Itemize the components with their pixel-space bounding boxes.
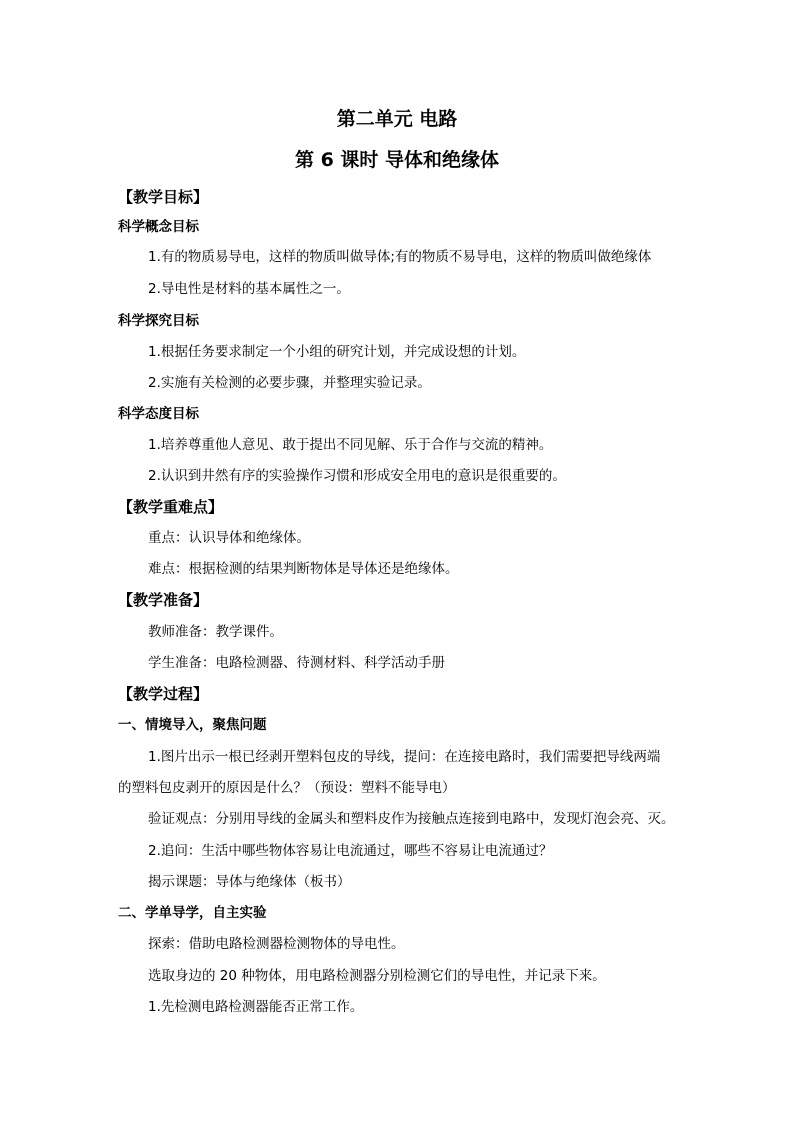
- subheading-attitude: 科学态度目标: [118, 406, 199, 422]
- paragraph: 揭示课题：导体与绝缘体（板书）: [148, 874, 351, 890]
- paragraph: 2.实施有关检测的必要步骤，并整理实验记录。: [148, 375, 431, 391]
- page-title: 第二单元 电路: [336, 108, 458, 130]
- paragraph: 2.导电性是材料的基本属性之一。: [148, 281, 350, 297]
- paragraph: 教师准备：教学课件。: [148, 624, 283, 640]
- section-heading-prep: 【教学准备】: [118, 591, 209, 609]
- paragraph: 难点：根据检测的结果判断物体是导体还是绝缘体。: [148, 561, 459, 577]
- paragraph: 重点：认识导体和绝缘体。: [148, 530, 310, 546]
- paragraph: 2.认识到井然有序的实验操作习惯和形成安全用电的意识是很重要的。: [148, 468, 566, 484]
- section-heading-key: 【教学重难点】: [118, 498, 224, 516]
- paragraph: 2.追问：生活中哪些物体容易让电流通过，哪些不容易让电流通过？: [148, 843, 553, 859]
- paragraph: 1.有的物质易导电，这样的物质叫做导体;有的物质不易导电，这样的物质叫做绝缘体: [148, 249, 652, 265]
- lesson-subtitle: 第 6 课时 导体和绝缘体: [294, 149, 500, 171]
- paragraph: 1.培养尊重他人意见、敢于提出不同见解、乐于合作与交流的精神。: [148, 437, 553, 453]
- paragraph: 的塑料包皮剥开的原因是什么？（预设：塑料不能导电）: [118, 780, 456, 796]
- section-heading-goals: 【教学目标】: [118, 188, 209, 206]
- subheading-part1: 一、情境导入，聚焦问题: [118, 717, 267, 733]
- subheading-part2: 二、学单导学，自主实验: [118, 905, 267, 921]
- paragraph: 1.根据任务要求制定一个小组的研究计划，并完成设想的计划。: [148, 344, 526, 360]
- paragraph: 1.先检测电路检测器能否正常工作。: [148, 999, 364, 1015]
- subheading-concept: 科学概念目标: [118, 219, 199, 235]
- paragraph: 1.图片出示一根已经剥开塑料包皮的导线，提问：在连接电路时，我们需要把导线两端: [148, 749, 661, 765]
- paragraph: 选取身边的 20 种物体，用电路检测器分别检测它们的导电性，并记录下来。: [148, 968, 606, 984]
- section-heading-process: 【教学过程】: [118, 685, 209, 703]
- paragraph: 验证观点：分别用导线的金属头和塑料皮作为接触点连接到电路中，发现灯泡会亮、灭。: [148, 811, 675, 827]
- subheading-inquiry: 科学探究目标: [118, 313, 199, 329]
- paragraph: 探索：借助电路检测器检测物体的导电性。: [148, 936, 405, 952]
- paragraph: 学生准备：电路检测器、待测材料、科学活动手册: [148, 655, 445, 671]
